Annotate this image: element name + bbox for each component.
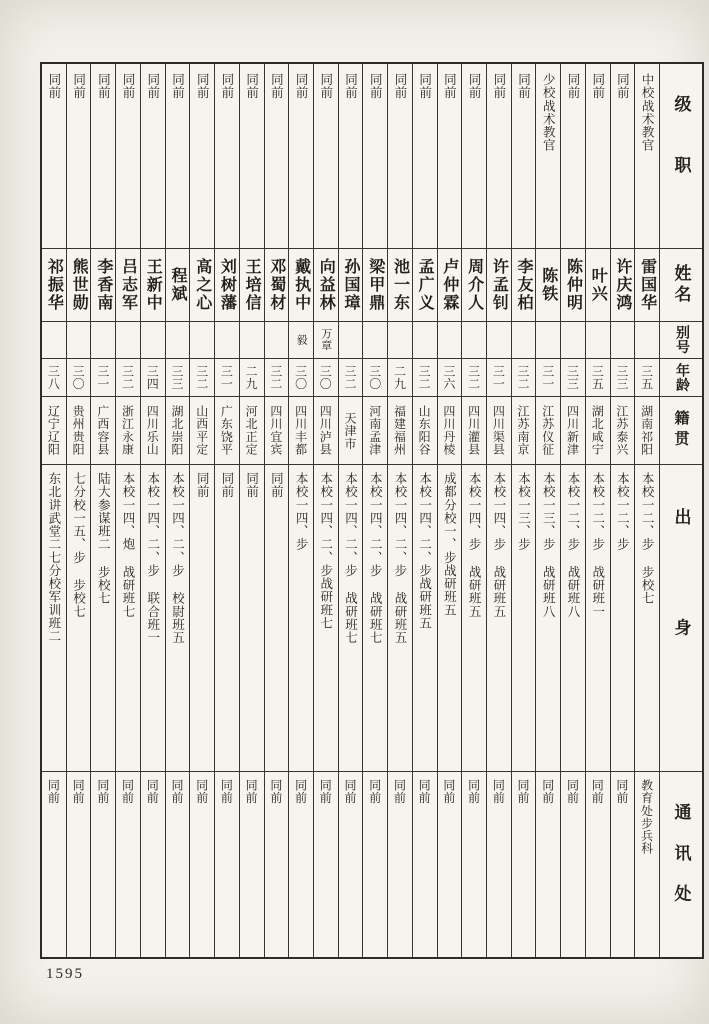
native-place-cell: 河北正定 — [240, 397, 264, 465]
rank-cell: 同前 — [166, 64, 190, 249]
name-cell: 向益林 — [314, 249, 338, 322]
person-column — [560, 64, 585, 957]
person-column — [42, 64, 66, 957]
age-cell: 三二 — [339, 359, 363, 397]
alias-cell — [363, 322, 387, 359]
alias-cell — [240, 322, 264, 359]
native-place-cell: 河南孟津 — [363, 397, 387, 465]
background-cell: 本校一四、二、步 战研班五 — [388, 465, 412, 772]
background-cell: 本校一三、步 战研班八 — [536, 465, 560, 772]
rank-cell: 少校战术教官 — [536, 64, 560, 249]
person-column — [90, 64, 115, 957]
person-column — [486, 64, 511, 957]
contact-cell: 同前 — [71, 779, 86, 805]
rank-cell: 同前 — [42, 64, 66, 249]
alias-cell — [265, 322, 289, 359]
contact-cell: 同前 — [392, 779, 407, 805]
age-cell: 三六 — [438, 359, 462, 397]
name-cell: 祁振华 — [42, 249, 66, 322]
name-cell: 吕志军 — [116, 249, 140, 322]
contact-cell: 同前 — [46, 779, 61, 805]
alias-cell — [536, 322, 560, 359]
age-cell: 三一 — [487, 359, 511, 397]
background-cell: 本校一三、步 — [512, 465, 536, 772]
native-place-cell: 福建福州 — [388, 397, 412, 465]
native-place-cell: 浙江永康 — [116, 397, 140, 465]
contact-cell: 同前 — [169, 779, 184, 805]
header-native-place: 籍贯 — [660, 397, 702, 465]
age-cell: 三一 — [215, 359, 239, 397]
alias-cell — [116, 322, 140, 359]
native-place-cell: 辽宁辽阳 — [42, 397, 66, 465]
roster-table — [40, 62, 704, 959]
background-cell: 本校一二、步 战研班八 — [561, 465, 585, 772]
native-place-cell: 四川丹棱 — [438, 397, 462, 465]
alias-cell — [91, 322, 115, 359]
background-cell: 本校一四、二、步 战研班七 — [339, 465, 363, 772]
person-column — [189, 64, 214, 957]
rank-cell: 同前 — [240, 64, 264, 249]
contact-cell: 同前 — [516, 779, 531, 805]
contact-cell: 同前 — [219, 779, 234, 805]
rank-cell: 同前 — [116, 64, 140, 249]
contact-cell: 同前 — [491, 779, 506, 805]
rank-cell: 同前 — [141, 64, 165, 249]
name-cell: 周介人 — [462, 249, 486, 322]
contact-cell: 同前 — [120, 779, 135, 805]
person-column — [535, 64, 560, 957]
person-column — [288, 64, 313, 957]
native-place-cell: 贵州贵阳 — [67, 397, 91, 465]
background-cell: 本校一二、步 战研班一 — [586, 465, 610, 772]
age-cell: 三三 — [611, 359, 635, 397]
name-cell: 熊世勋 — [67, 249, 91, 322]
name-cell: 孙国璋 — [339, 249, 363, 322]
name-cell: 高之心 — [190, 249, 214, 322]
alias-cell — [413, 322, 437, 359]
name-cell: 戴执中 — [289, 249, 313, 322]
age-cell: 三四 — [141, 359, 165, 397]
background-cell: 陆大参谋班二 步校七 — [91, 465, 115, 772]
rank-cell: 同前 — [339, 64, 363, 249]
name-cell: 李香南 — [91, 249, 115, 322]
header-alias: 别号 — [660, 322, 702, 359]
native-place-cell: 四川乐山 — [141, 397, 165, 465]
person-column — [239, 64, 264, 957]
contact-cell: 同前 — [417, 779, 432, 805]
rank-cell: 同前 — [512, 64, 536, 249]
alias-cell — [635, 322, 659, 359]
background-cell: 成都分校一、步战研班五 — [438, 465, 462, 772]
alias-cell — [388, 322, 412, 359]
person-column — [115, 64, 140, 957]
header-contact: 通讯处 — [671, 803, 691, 926]
background-cell: 本校一四、二、步 联合班一 — [141, 465, 165, 772]
name-cell: 李友柏 — [512, 249, 536, 322]
native-place-cell: 广西容县 — [91, 397, 115, 465]
alias-cell — [487, 322, 511, 359]
person-column — [461, 64, 486, 957]
rank-cell: 同前 — [91, 64, 115, 249]
name-cell: 刘树藩 — [215, 249, 239, 322]
native-place-cell: 四川泸县 — [314, 397, 338, 465]
alias-cell — [190, 322, 214, 359]
rank-cell: 同前 — [611, 64, 635, 249]
rank-cell: 同前 — [388, 64, 412, 249]
contact-cell: 同前 — [293, 779, 308, 805]
rank-cell: 同前 — [215, 64, 239, 249]
age-cell: 三〇 — [289, 359, 313, 397]
contact-cell: 同前 — [590, 779, 605, 805]
background-cell: 本校一二、步 — [611, 465, 635, 772]
contact-cell: 同前 — [565, 779, 580, 805]
native-place-cell: 广东饶平 — [215, 397, 239, 465]
age-cell: 三二 — [462, 359, 486, 397]
person-column — [66, 64, 91, 957]
name-cell: 雷国华 — [635, 249, 659, 322]
background-cell: 本校一四、二、步 战研班七 — [363, 465, 387, 772]
alias-cell — [462, 322, 486, 359]
rank-cell: 同前 — [314, 64, 338, 249]
age-cell: 三三 — [561, 359, 585, 397]
person-column — [214, 64, 239, 957]
age-cell: 三八 — [42, 359, 66, 397]
alias-cell — [215, 322, 239, 359]
name-cell: 邓蜀材 — [265, 249, 289, 322]
age-cell: 三二 — [265, 359, 289, 397]
background-cell: 同前 — [240, 465, 264, 772]
name-cell: 王培信 — [240, 249, 264, 322]
contact-cell: 同前 — [194, 779, 209, 805]
person-column — [362, 64, 387, 957]
contact-cell: 同前 — [145, 779, 160, 805]
header-background: 出身 — [660, 465, 702, 772]
background-cell: 本校一二、步 步校七 — [635, 465, 659, 772]
background-cell: 本校一四、二、步战研班五 — [413, 465, 437, 772]
background-cell: 七分校一五、步 步校七 — [67, 465, 91, 772]
contact-cell: 同前 — [614, 779, 629, 805]
person-column — [610, 64, 635, 957]
alias-cell — [166, 322, 190, 359]
header-age: 年龄 — [660, 359, 702, 397]
native-place-cell: 江苏泰兴 — [611, 397, 635, 465]
person-column — [437, 64, 462, 957]
alias-cell — [141, 322, 165, 359]
native-place-cell: 天津市 — [339, 397, 363, 465]
header-column — [659, 64, 702, 957]
rank-cell: 同前 — [561, 64, 585, 249]
rank-cell: 同前 — [190, 64, 214, 249]
contact-cell: 同前 — [540, 779, 555, 805]
contact-cell: 同前 — [268, 779, 283, 805]
person-column — [264, 64, 289, 957]
header-rank: 级职 — [660, 64, 702, 249]
background-cell: 本校一四、二、步战研班七 — [314, 465, 338, 772]
age-cell: 三一 — [536, 359, 560, 397]
background-cell: 本校一四、步 战研班五 — [487, 465, 511, 772]
age-cell: 三五 — [586, 359, 610, 397]
background-cell: 同前 — [265, 465, 289, 772]
native-place-cell: 四川宜宾 — [265, 397, 289, 465]
contact-cell: 同前 — [244, 779, 259, 805]
native-place-cell: 山东阳谷 — [413, 397, 437, 465]
alias-cell — [611, 322, 635, 359]
contact-cell: 同前 — [466, 779, 481, 805]
page-number: 1595 — [46, 966, 84, 982]
background-cell: 本校一四、步 — [289, 465, 313, 772]
native-place-cell: 江苏南京 — [512, 397, 536, 465]
person-column — [511, 64, 536, 957]
age-cell: 三〇 — [363, 359, 387, 397]
rank-cell: 同前 — [413, 64, 437, 249]
background-cell: 本校一四、二、步 校尉班五 — [166, 465, 190, 772]
background-cell: 本校一四、炮 战研班七 — [116, 465, 140, 772]
alias-cell — [586, 322, 610, 359]
contact-cell: 同前 — [367, 779, 382, 805]
name-cell: 叶兴 — [586, 249, 610, 322]
background-cell: 东北讲武堂二七分校军训班二 — [42, 465, 66, 772]
name-cell: 池一东 — [388, 249, 412, 322]
rank-cell: 同前 — [67, 64, 91, 249]
name-cell: 程斌 — [166, 249, 190, 322]
rank-cell: 同前 — [289, 64, 313, 249]
name-cell: 卢仲霖 — [438, 249, 462, 322]
alias-cell — [42, 322, 66, 359]
rank-cell: 中校战术教官 — [635, 64, 659, 249]
person-column — [165, 64, 190, 957]
alias-cell — [512, 322, 536, 359]
name-cell: 许庆鸿 — [611, 249, 635, 322]
age-cell: 三二 — [116, 359, 140, 397]
name-cell: 许孟钊 — [487, 249, 511, 322]
name-cell: 孟广义 — [413, 249, 437, 322]
person-column — [338, 64, 363, 957]
person-column — [313, 64, 338, 957]
age-cell: 三〇 — [314, 359, 338, 397]
alias-cell — [339, 322, 363, 359]
person-column — [634, 64, 659, 957]
name-cell: 陈仲明 — [561, 249, 585, 322]
background-cell: 同前 — [190, 465, 214, 772]
contact-cell: 同前 — [441, 779, 456, 805]
age-cell: 三五 — [635, 359, 659, 397]
age-cell: 二九 — [240, 359, 264, 397]
native-place-cell: 湖南祁阳 — [635, 397, 659, 465]
age-cell: 三〇 — [67, 359, 91, 397]
contact-cell: 教育处步兵科 — [639, 779, 654, 855]
native-place-cell: 四川渠县 — [487, 397, 511, 465]
native-place-cell: 四川新津 — [561, 397, 585, 465]
person-column — [140, 64, 165, 957]
person-column — [387, 64, 412, 957]
age-cell: 三二 — [413, 359, 437, 397]
native-place-cell: 湖北崇阳 — [166, 397, 190, 465]
age-cell: 三三 — [166, 359, 190, 397]
rank-cell: 同前 — [363, 64, 387, 249]
person-column — [412, 64, 437, 957]
age-cell: 三一 — [91, 359, 115, 397]
native-place-cell: 湖北咸宁 — [586, 397, 610, 465]
name-cell: 梁甲鼎 — [363, 249, 387, 322]
contact-cell: 同前 — [343, 779, 358, 805]
native-place-cell: 四川丰都 — [289, 397, 313, 465]
contact-cell: 同前 — [95, 779, 110, 805]
contact-cell: 同前 — [318, 779, 333, 805]
alias-cell — [561, 322, 585, 359]
background-cell: 本校一四、步 战研班五 — [462, 465, 486, 772]
rank-cell: 同前 — [586, 64, 610, 249]
age-cell: 三二 — [190, 359, 214, 397]
name-cell: 王新中 — [141, 249, 165, 322]
native-place-cell: 江苏仪征 — [536, 397, 560, 465]
alias-cell — [438, 322, 462, 359]
rank-cell: 同前 — [438, 64, 462, 249]
header-name: 姓名 — [660, 249, 702, 322]
name-cell: 陈铁 — [536, 249, 560, 322]
native-place-cell: 山西平定 — [190, 397, 214, 465]
alias-cell: 万章 — [314, 322, 338, 359]
background-cell: 同前 — [215, 465, 239, 772]
person-column — [585, 64, 610, 957]
rank-cell: 同前 — [462, 64, 486, 249]
age-cell: 三二 — [512, 359, 536, 397]
alias-cell — [67, 322, 91, 359]
native-place-cell: 四川灌县 — [462, 397, 486, 465]
age-cell: 二九 — [388, 359, 412, 397]
alias-cell: 毅 — [289, 322, 313, 359]
rank-cell: 同前 — [265, 64, 289, 249]
rank-cell: 同前 — [487, 64, 511, 249]
